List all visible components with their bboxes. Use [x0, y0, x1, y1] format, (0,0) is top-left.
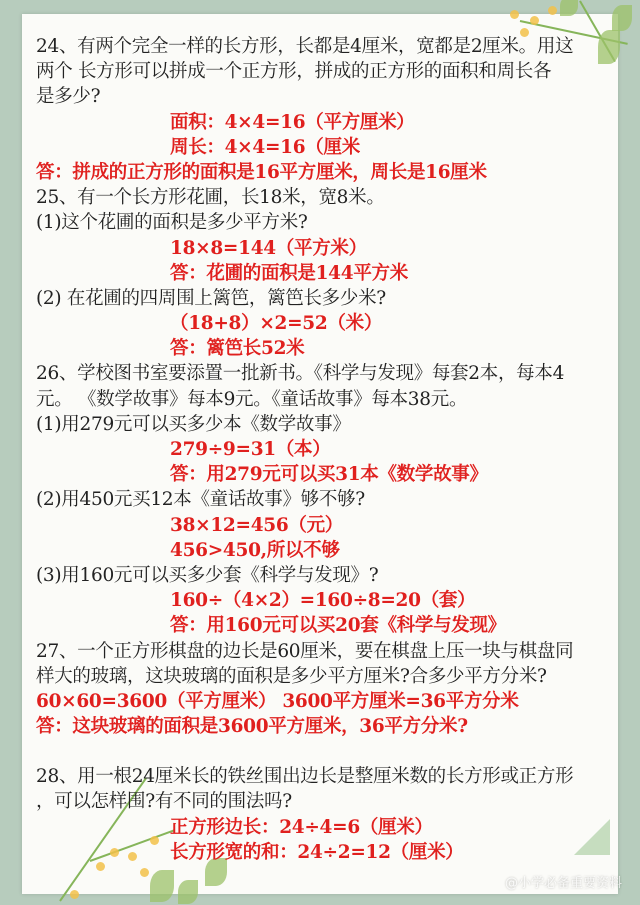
question-line: (1)这个花圃的面积是多少平方米? [36, 212, 308, 234]
question-line: (3)用160元可以买多少套《科学与发现》? [36, 564, 379, 586]
question-line: 25、有一个长方形花圃，长18米，宽8米。 [36, 187, 385, 209]
answer-line: 长方形宽的和：24÷2=12（厘米） [170, 841, 464, 863]
question-line: ，可以怎样围?有不同的围法吗? [36, 791, 292, 813]
question-line: 26、学校图书室要添置一批新书。《科学与发现》每套2本，每本4 [36, 363, 565, 385]
question-line: (2)用450元买12本《童话故事》够不够? [36, 489, 365, 511]
document-body [36, 34, 616, 865]
question-line: 28、用一根24厘米长的铁丝围出边长是整厘米数的长方形或正方形 [36, 766, 574, 788]
blank-line [36, 739, 616, 764]
answer-line: 答：篱笆长52米 [170, 338, 305, 360]
question-line: 两个 长方形可以拼成一个正方形，拼成的正方形的面积和周长各 [36, 61, 552, 83]
question-line: 元。 《数学故事》每本9元。《童话故事》每本38元。 [36, 388, 468, 410]
answer-line: 456>450,所以不够 [170, 539, 340, 561]
question-line: (2) 在花圃的四周围上篱笆，篱笆长多少米? [36, 287, 386, 309]
question-line: 样大的玻璃，这块玻璃的面积是多少平方厘米?合多少平方分米? [36, 665, 547, 687]
answer-line: 38×12=456（元） [170, 514, 344, 536]
question-line: (1)用279元可以买多少本《数学故事》 [36, 413, 351, 435]
answer-line: 答：这块玻璃的面积是3600平方厘米，36平方分米? [36, 716, 468, 738]
answer-line: 答：花圃的面积是144平方米 [170, 262, 408, 284]
question-line: 是多少? [36, 86, 101, 108]
answer-line: （18+8）×2=52（米） [170, 313, 383, 335]
answer-line: 答：用279元可以买31本《数学故事》 [170, 464, 488, 486]
answer-line: 18×8=144（平方米） [170, 237, 367, 259]
answer-line: 60×60=3600（平方厘米） 3600平方厘米=36平方分米 [36, 690, 519, 712]
answer-line: 正方形边长：24÷4=6（厘米） [170, 816, 433, 838]
answer-line: 面积：4×4=16（平方厘米） [170, 111, 415, 133]
answer-line: 答：拼成的正方形的面积是16平方厘米，周长是16厘米 [36, 161, 487, 183]
watermark: @小学必备重要资料 [504, 876, 622, 891]
question-line: 24、有两个完全一样的长方形，长都是4厘米，宽都是2厘米。用这 [36, 36, 574, 57]
question-line: 27、一个正方形棋盘的边长是60厘米，要在棋盘上压一块与棋盘同 [36, 640, 574, 662]
answer-line: 答：用160元可以买20套《科学与发现》 [170, 615, 506, 637]
answer-line: 279÷9=31（本） [170, 439, 331, 460]
answer-line: 160÷（4×2）=160÷8=20（套） [170, 590, 476, 612]
answer-line: 周长：4×4=16（厘米 [170, 136, 360, 158]
